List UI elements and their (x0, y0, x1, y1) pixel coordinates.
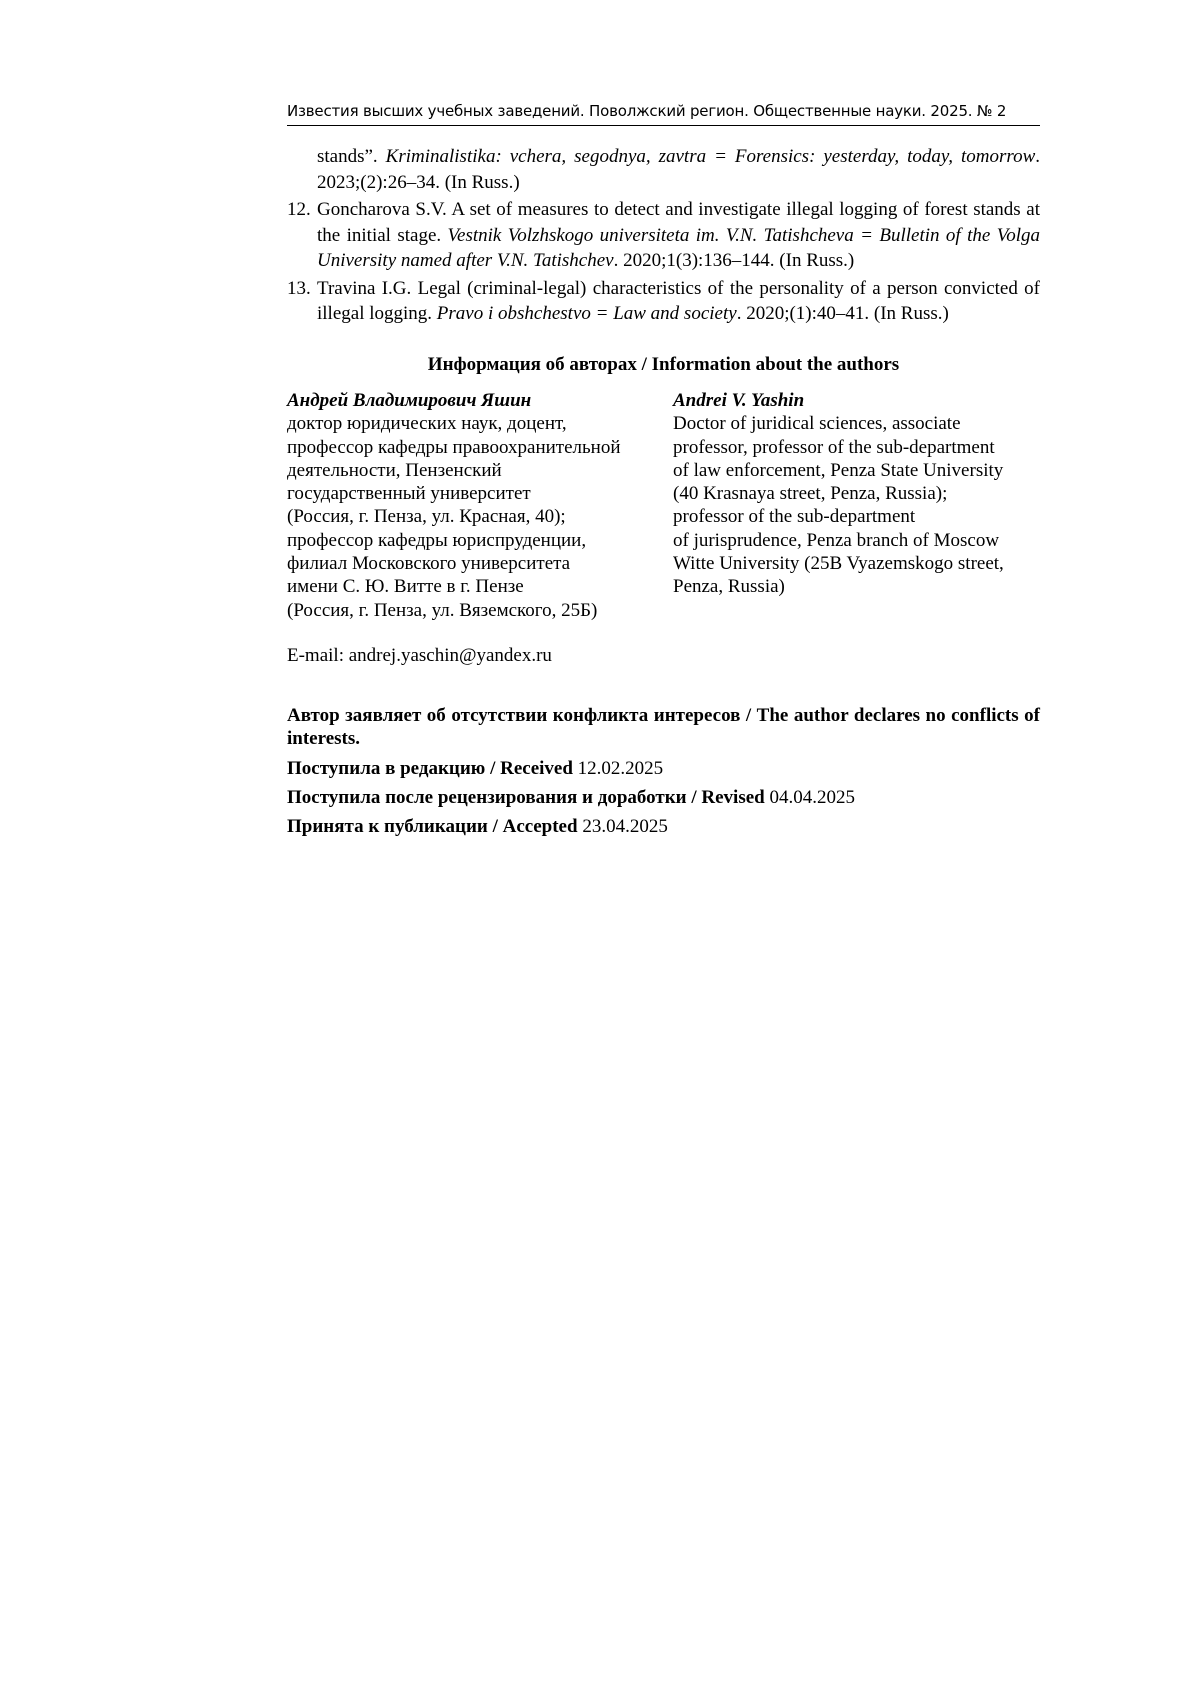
author-email: E-mail: andrej.yaschin@yandex.ru (287, 645, 552, 666)
running-header: Известия высших учебных заведений. Поволжский регион. Общественные науки. 2025. № 2 (287, 101, 1040, 126)
author-affiliation-line: Penza, Russia) (673, 576, 785, 598)
author-info-ru (287, 389, 667, 622)
received-value: 12.02.2025 (572, 758, 664, 779)
reference-item-continued (287, 144, 1040, 195)
author-affiliation-line: профессор кафедры юриспруденции, (287, 529, 587, 551)
revised-label: Поступила после рецензирования и доработки / Revised (287, 787, 765, 808)
accepted-date (287, 812, 1040, 841)
revised-date (287, 783, 1040, 812)
author-affiliation-line: (Россия, г. Пенза, ул. Вяземского, 25Б) (287, 599, 598, 621)
author-affiliation-line: имени С. Ю. Витте в г. Пензе (287, 576, 524, 598)
author-name-ru: Андрей Владимирович Яшин (287, 390, 532, 411)
author-affiliation-line: Doctor of juridical sciences, associate (673, 413, 961, 435)
author-info-en (673, 389, 1043, 599)
author-name-en: Andrei V. Yashin (673, 390, 805, 411)
reference-item-13 (287, 276, 1040, 327)
accepted-label: Принята к публикации / Accepted (287, 816, 578, 837)
authors-section-title: Информация об авторах / Information about the authors (427, 354, 900, 375)
reference-body: stands”. Kriminalistika: vchera, segodnya, zavtra = Forensics: yesterday, today, tomorrow. 2023;(2):26–34. (In Russ.) (317, 146, 1040, 193)
author-affiliation-line: (40 Krasnaya street, Penza, Russia); (673, 483, 948, 505)
author-affiliation-line: of jurisprudence, Penza branch of Moscow (673, 529, 1000, 551)
author-affiliation-line: государственный университет (287, 483, 531, 505)
reference-body: Goncharova S.V. A set of measures to detect and investigate illegal logging of forest stands at the initial stage. Vestnik Volzhskogo universiteta im. V.N. Tatishcheva = Bulletin of the Volga University named after V.N. Tatishchev. 2020;1(3):136–144. (In Russ.) (317, 199, 1041, 271)
author-affiliation-line: (Россия, г. Пенза, ул. Красная, 40); (287, 506, 566, 528)
revised-value: 04.04.2025 (764, 787, 855, 808)
received-label: Поступила в редакцию / Received (287, 758, 573, 779)
author-affiliation-line: Witte University (25B Vyazemskogo street, (673, 553, 1004, 575)
author-affiliation-line: деятельности, Пензенский (287, 459, 502, 481)
reference-item-12 (287, 197, 1040, 274)
reference-number: 13. (287, 277, 311, 299)
received-date (287, 754, 1040, 783)
author-affiliation-line: доктор юридических наук, доцент, (287, 413, 567, 435)
accepted-value: 23.04.2025 (577, 816, 668, 837)
conflict-of-interest-declaration: Автор заявляет об отсутствии конфликта интересов / The author declares no conflicts of interests. (287, 705, 1040, 749)
reference-list (287, 144, 1040, 329)
reference-body: Travina I.G. Legal (criminal-legal) characteristics of the personality of a person convicted of illegal logging. Pravo i obshchestvo = Law and society. 2020;(1):40–41. (In Russ.) (317, 277, 1040, 324)
author-affiliation-line: professor, professor of the sub-department (673, 436, 995, 458)
author-affiliation-line: professor of the sub-department (673, 506, 916, 528)
publication-dates (287, 754, 1040, 841)
author-affiliation-line: филиал Московского университета (287, 553, 571, 575)
author-affiliation-line: of law enforcement, Penza State University (673, 459, 1004, 481)
author-affiliation-line: профессор кафедры правоохранительной (287, 436, 621, 458)
reference-number: 12. (287, 199, 311, 220)
